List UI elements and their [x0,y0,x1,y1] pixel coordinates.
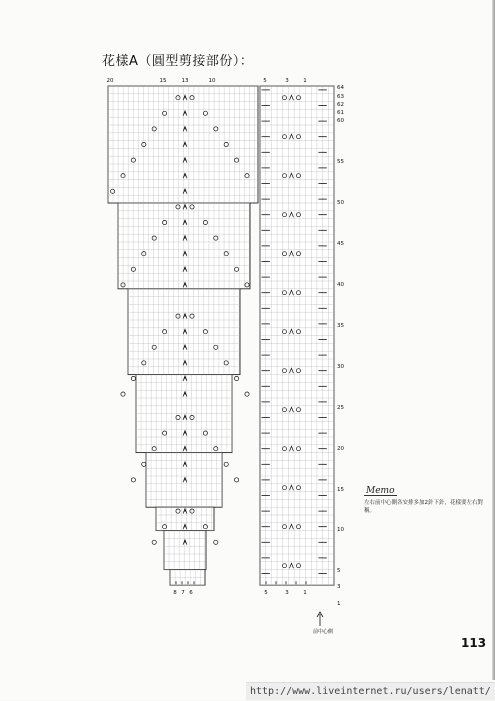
row-number: 1 [337,601,341,607]
yarn-over-symbol [235,376,239,380]
yarn-over-symbol [152,540,156,544]
chart-b-bottom-number: 3 [285,590,289,597]
row-number: 50 [337,200,344,206]
yarn-over-symbol [121,392,125,396]
chart-a-bottom-number: 8 [173,590,177,597]
chart-b-top-number: 3 [285,78,289,84]
chart-a-band [108,86,258,203]
chart-a-top-number: 15 [159,78,167,84]
yarn-over-symbol [131,376,135,380]
row-number: 45 [337,241,344,247]
chart-title: 花樣A（圓型剪接部份）： [102,54,254,69]
chart-a-top-number: 10 [208,78,216,84]
row-number: 25 [337,405,344,411]
center-front-arrow [317,612,323,626]
center-front-label: 前中心側 [313,629,334,635]
yarn-over-symbol [142,462,146,466]
memo-box [364,487,484,515]
memo-text: 左右前中心側各安排多加2針下針，花樣要左右對稱。 [364,500,484,514]
yarn-over-symbol [235,478,239,482]
row-number: 35 [337,323,344,329]
row-number: 15 [337,487,344,493]
row-number: 62 [337,102,344,108]
chart-a-band [118,203,250,289]
row-number: 60 [337,118,344,124]
watermark-url: http://www.liveinternet.ru/users/lenatt/ [246,682,495,700]
memo-heading: Memo [366,486,395,496]
page-number: 113 [461,636,487,650]
chart-a-bottom-number: 7 [181,590,185,597]
yarn-over-symbol [224,462,228,466]
chart-b-grid [260,86,334,585]
chart-a-band [164,531,206,570]
chart-a-grid [108,86,258,585]
row-number: 61 [337,110,344,116]
row-number: 3 [337,584,341,590]
chart-b-top-number: 1 [303,78,307,84]
yarn-over-symbol [131,478,135,482]
chart-a-bottom-number: 6 [189,590,193,597]
chart-a-top-number: 20 [106,78,114,84]
chart-b-bottom-number: 5 [264,590,268,597]
row-number: 30 [337,364,344,370]
chart-a-top-number: 13 [181,78,189,84]
row-number: 10 [337,527,344,533]
row-number: 5 [337,568,341,574]
yarn-over-symbol [245,392,249,396]
row-number: 20 [337,446,344,452]
row-number: 64 [337,85,344,91]
chart-b-bottom-number: 1 [303,590,307,597]
row-number: 55 [337,159,344,165]
chart-b-top-number: 5 [263,78,267,84]
row-number: 63 [337,94,344,100]
yarn-over-symbol [214,540,218,544]
row-number: 40 [337,282,344,288]
